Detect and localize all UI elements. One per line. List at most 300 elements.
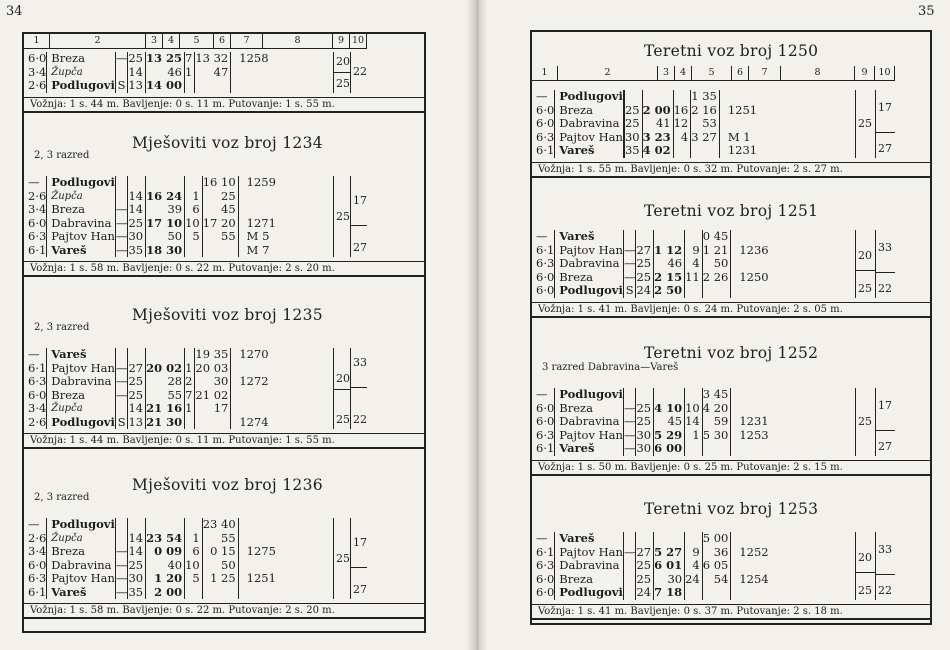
station-row <box>532 257 769 271</box>
cell-c3 <box>115 532 128 546</box>
cell-c6: 1 <box>185 362 195 376</box>
cell-c5: 14 00 <box>145 79 184 93</box>
station-row <box>24 402 269 416</box>
cell-st: Podlugovi <box>47 518 116 532</box>
column-divider <box>875 532 876 600</box>
cell-c4: 13 <box>128 416 146 430</box>
cell-c5 <box>146 348 185 362</box>
cell-c3: — <box>115 571 128 585</box>
cell-c3 <box>115 176 128 190</box>
cell-c4: 25 <box>128 389 146 403</box>
station-row <box>532 402 769 416</box>
cell-c3: — <box>623 441 636 455</box>
cell-c7 <box>702 442 731 456</box>
column-header-1: 1 <box>532 66 558 80</box>
cell-km: 6·0 <box>28 215 47 230</box>
cell-c4: 14 <box>128 203 146 217</box>
column-divider <box>855 230 856 298</box>
cell-km: 6·0 <box>536 269 555 284</box>
cell-c6 <box>185 176 203 190</box>
station-row <box>24 176 276 190</box>
rule <box>855 572 875 573</box>
cell-c7: 50 <box>202 559 238 573</box>
cell-st: Dabravina <box>555 415 624 429</box>
cell-c4 <box>636 532 654 546</box>
cell-c3 <box>623 230 636 244</box>
cell-km: 6·0 <box>536 102 555 117</box>
station-row <box>532 90 757 104</box>
cell-km: 3·4 <box>28 544 47 558</box>
cell-c8 <box>231 362 269 376</box>
cell-c7: 0 45 <box>702 230 731 244</box>
col9-value: 25 <box>858 583 872 597</box>
cell-c8 <box>731 442 769 456</box>
cell-c7: 36 <box>702 546 731 560</box>
cell-c3: — <box>115 557 128 572</box>
station-row <box>24 545 276 559</box>
cell-km: 2·6 <box>28 530 47 545</box>
cell-c4: 35 <box>624 144 642 158</box>
station-row <box>532 117 757 131</box>
cell-c4: 14 <box>128 190 146 204</box>
column-header-10: 10 <box>350 34 367 48</box>
col10-value: 22 <box>878 583 892 597</box>
cell-c6: 7 <box>185 389 195 403</box>
cell-c7: 13 32 <box>195 52 231 66</box>
cell-st: Pajtov Han <box>555 546 624 560</box>
cell-km: 6·3 <box>536 427 555 442</box>
cell-c4 <box>636 388 654 402</box>
cell-c4: 25 <box>128 52 146 66</box>
column-header-5: 5 <box>692 66 732 80</box>
timetable-rows <box>532 388 769 456</box>
column-header-7: 7 <box>749 66 781 80</box>
column-header-6: 6 <box>732 66 749 80</box>
cell-c3: S <box>115 79 128 93</box>
cell-c6 <box>185 416 195 430</box>
timetable-rows <box>24 52 269 93</box>
cell-st: Pajtov Han <box>555 429 624 443</box>
rule <box>875 430 895 431</box>
cell-c6: 4 <box>673 131 691 145</box>
cell-c4: 25 <box>128 559 146 573</box>
cell-c5: 3 23 <box>642 131 673 145</box>
cell-c6 <box>673 144 691 158</box>
cell-km: — <box>536 531 548 545</box>
station-row <box>24 362 269 376</box>
cell-km: 6·0 <box>536 400 555 415</box>
col9-value: 25 <box>336 413 350 426</box>
column-divider <box>875 388 876 456</box>
cell-c8: 1251 <box>719 104 757 118</box>
cell-c8 <box>231 389 269 403</box>
cell-c3: — <box>115 229 128 243</box>
col10-value: 22 <box>353 65 367 79</box>
column-divider <box>350 518 351 599</box>
column-divider <box>350 348 351 429</box>
train-title: Mješoviti voz broj 1234 <box>132 134 323 152</box>
column-divider <box>333 518 334 599</box>
cell-c5: 6 00 <box>654 442 685 456</box>
cell-km: 6·0 <box>28 51 47 65</box>
column-divider <box>333 176 334 257</box>
cell-c8: 1258 <box>231 52 269 66</box>
cell-c7: 47 <box>195 66 231 80</box>
cell-c6: 9 <box>685 244 703 258</box>
station-row <box>24 532 276 546</box>
cell-c3: — <box>623 427 636 442</box>
cell-c8: 1231 <box>719 144 757 158</box>
cell-c4: 14 <box>128 545 146 559</box>
cell-c4: 25 <box>636 402 654 416</box>
train-title: Mješoviti voz broj 1235 <box>132 306 323 324</box>
col10-value: 17 <box>878 398 892 412</box>
col10-value: 22 <box>878 281 892 295</box>
cell-c4: 24 <box>636 284 654 298</box>
station-row <box>532 532 769 546</box>
cell-c7: 5 30 <box>702 429 731 443</box>
rule <box>333 389 350 390</box>
cell-c8: 1270 <box>231 348 269 362</box>
cell-c4: 35 <box>128 244 146 258</box>
cell-st: Dabravina <box>47 217 116 231</box>
cell-c3: S <box>115 416 128 430</box>
cell-c5: 46 <box>145 66 184 80</box>
cell-c6: 4 <box>685 257 703 271</box>
col9-value: 25 <box>336 209 350 223</box>
cell-c5: 2 15 <box>654 271 685 285</box>
cell-st: Pajtov Han <box>47 230 116 244</box>
cell-km: — <box>28 517 40 531</box>
rule <box>350 567 367 568</box>
station-row <box>24 518 276 532</box>
cell-km: 3·4 <box>28 202 47 216</box>
column-header-4: 4 <box>675 66 692 80</box>
cell-st: Dabravina <box>555 117 624 131</box>
station-row <box>24 572 276 586</box>
cell-c3: — <box>115 242 128 257</box>
col10-value: 17 <box>353 193 367 207</box>
rule <box>350 387 367 388</box>
cell-c6 <box>685 230 703 244</box>
cell-km: 3·4 <box>28 64 47 79</box>
cell-km: 6·0 <box>28 387 47 402</box>
cell-km: — <box>536 229 548 243</box>
cell-c4: 25 <box>128 217 146 231</box>
col10-value: 33 <box>878 240 892 254</box>
cell-c5: 1 12 <box>654 244 685 258</box>
cell-st: Dabravina <box>47 559 116 573</box>
cell-c4 <box>128 348 146 362</box>
timetable-rows <box>532 532 769 600</box>
cell-c8 <box>231 402 269 416</box>
train-title: Teretni voz broj 1251 <box>644 202 819 220</box>
cell-c5: 55 <box>146 389 185 403</box>
cell-c8 <box>731 559 769 573</box>
cell-km: 6·1 <box>28 360 47 375</box>
cell-km: — <box>536 387 548 401</box>
cell-c7: 23 40 <box>202 518 238 532</box>
cell-c4 <box>624 90 642 104</box>
cell-st: Vareš <box>555 442 624 456</box>
cell-st: Pajtov Han <box>47 572 116 586</box>
cell-c5: 28 <box>146 375 185 389</box>
column-header-6: 6 <box>214 34 231 48</box>
col10-value: 17 <box>353 535 367 549</box>
cell-c6: 1 <box>185 532 203 546</box>
cell-c6: 1 <box>685 429 703 443</box>
col9-value: 20 <box>336 55 350 69</box>
cell-c4: 30 <box>636 429 654 443</box>
cell-c5: 16 24 <box>146 190 185 204</box>
station-row <box>24 217 276 231</box>
col10-value: 27 <box>878 439 892 453</box>
cell-c4: 25 <box>128 375 146 389</box>
cell-c8 <box>731 402 769 416</box>
cell-c7: 3 45 <box>702 388 731 402</box>
cell-c4: 30 <box>128 230 146 244</box>
cell-st: Župča <box>47 66 116 80</box>
column-divider <box>855 532 856 600</box>
column-header-2: 2 <box>50 34 146 48</box>
cell-c7: 1 35 <box>691 90 720 104</box>
cell-km: — <box>28 347 40 361</box>
station-row <box>24 230 276 244</box>
cell-km: 6·3 <box>28 374 47 388</box>
page-number-left: 34 <box>6 4 23 19</box>
cell-st: Župča <box>47 402 116 416</box>
cell-c4: 35 <box>128 586 146 600</box>
column-divider <box>875 90 876 158</box>
cell-st: Breza <box>555 402 624 416</box>
cell-c7 <box>202 244 238 258</box>
cell-c3: — <box>623 256 636 270</box>
book-gutter <box>466 0 488 650</box>
column-header-10: 10 <box>875 66 895 80</box>
cell-c8: 1274 <box>231 416 269 430</box>
cell-c8 <box>231 79 269 93</box>
cell-c3 <box>115 518 128 532</box>
cell-km: 6·3 <box>536 256 555 270</box>
cell-c7: 30 <box>195 375 231 389</box>
column-header-8: 8 <box>263 34 333 48</box>
cell-km: 6·1 <box>536 242 555 257</box>
cell-c7: 53 <box>691 117 720 131</box>
cell-c7: 25 <box>202 190 238 204</box>
cell-c3 <box>115 66 128 80</box>
cell-c7 <box>195 79 231 93</box>
cell-st: Župča <box>47 190 116 204</box>
column-divider <box>855 388 856 456</box>
cell-c6: 10 <box>685 402 703 416</box>
cell-c6 <box>685 532 703 546</box>
column-header-3: 3 <box>146 34 163 48</box>
cell-c7: 21 02 <box>195 389 231 403</box>
cell-km: 3·4 <box>28 401 47 415</box>
column-header <box>24 34 367 49</box>
cell-c8: M 1 <box>719 131 757 145</box>
cell-c8 <box>731 586 769 600</box>
cell-c4: 14 <box>128 402 146 416</box>
cell-c8 <box>731 284 769 298</box>
cell-st: Breza <box>47 545 116 559</box>
cell-c3 <box>623 573 636 587</box>
trip-summary: Vožnja: 1 s. 50 m. Bavljenje: 0 s. 25 m. Putovanje: 2 s. 15 m. <box>530 460 930 476</box>
cell-st: Breza <box>555 573 624 587</box>
cell-st: Vareš <box>555 230 624 244</box>
col10-value: 22 <box>353 413 367 426</box>
cell-c7: 59 <box>702 415 731 429</box>
cell-c8: M 5 <box>238 230 276 244</box>
cell-c5: 41 <box>642 117 673 131</box>
cell-c5: 6 01 <box>654 559 685 573</box>
cell-c5 <box>642 90 673 104</box>
cell-km: 2·6 <box>28 78 47 92</box>
trip-summary: Vožnja: 1 s. 44 m. Bavljenje: 0 s. 11 m. Putovanje: 1 s. 55 m. <box>22 433 426 449</box>
cell-st: Dabravina <box>47 375 116 389</box>
cell-km: — <box>28 175 40 189</box>
cell-c4: 14 <box>128 532 146 546</box>
cell-c5: 4 02 <box>642 144 673 158</box>
cell-km: 6·0 <box>536 571 555 586</box>
cell-c8: 1231 <box>731 415 769 429</box>
column-header-7: 7 <box>231 34 263 48</box>
cell-st: Breza <box>47 389 116 403</box>
cell-c3 <box>623 586 636 600</box>
cell-c6: 1 <box>185 402 195 416</box>
cell-c3 <box>115 190 128 204</box>
column-header-9: 9 <box>333 34 350 48</box>
cell-st: Breza <box>47 52 116 66</box>
station-row <box>532 388 769 402</box>
station-row <box>532 131 757 145</box>
cell-c5 <box>654 230 685 244</box>
cell-st: Vareš <box>47 348 116 362</box>
cell-st: Podlugovi <box>555 388 624 402</box>
station-row <box>24 348 269 362</box>
train-title: Teretni voz broj 1253 <box>644 500 819 518</box>
cell-km: 6·3 <box>28 229 47 243</box>
timetable-rows <box>24 348 269 429</box>
cell-st: Breza <box>555 271 624 285</box>
cell-km: 6·0 <box>536 414 555 428</box>
station-row <box>24 79 269 93</box>
station-row <box>24 559 276 573</box>
cell-c7: 6 05 <box>702 559 731 573</box>
col10-value: 27 <box>353 241 367 254</box>
cell-c3 <box>623 559 636 573</box>
cell-c4: 25 <box>624 117 642 131</box>
cell-km: 6·1 <box>536 143 555 157</box>
cell-c7 <box>691 144 720 158</box>
class-note: 2, 3 razred <box>34 150 90 161</box>
cell-c5: 0 09 <box>146 545 185 559</box>
column-header-2: 2 <box>558 66 658 80</box>
cell-st: Podlugovi <box>47 416 116 430</box>
cell-c7: 2 16 <box>691 104 720 118</box>
cell-c6: 6 <box>185 545 203 559</box>
cell-c6 <box>185 348 195 362</box>
cell-c6 <box>185 586 203 600</box>
cell-c5: 39 <box>146 203 185 217</box>
cell-c5: 21 30 <box>146 416 185 430</box>
station-row <box>24 244 276 258</box>
station-row <box>24 389 269 403</box>
cell-c8: 1236 <box>731 244 769 258</box>
cell-c3 <box>623 532 636 546</box>
cell-c6: 11 <box>685 271 703 285</box>
cell-c8 <box>238 518 276 532</box>
cell-c4: 30 <box>128 572 146 586</box>
cell-c7: 2 26 <box>702 271 731 285</box>
cell-c3: — <box>115 51 128 65</box>
col10-value: 33 <box>353 356 367 369</box>
trip-summary: Vožnja: 1 s. 41 m. Bavljenje: 0 s. 24 m. Putovanje: 2 s. 05 m. <box>530 302 930 318</box>
column-divider <box>875 230 876 298</box>
cell-km: 6·0 <box>536 283 555 297</box>
cell-c5: 30 <box>654 573 685 587</box>
cell-c7: 50 <box>702 257 731 271</box>
cell-c3: — <box>115 387 128 402</box>
cell-c8 <box>719 90 757 104</box>
cell-c6 <box>673 90 691 104</box>
cell-c8 <box>731 532 769 546</box>
cell-c6: 6 <box>185 203 203 217</box>
cell-st: Vareš <box>555 532 624 546</box>
cell-c6: 24 <box>685 573 703 587</box>
cell-c5: 45 <box>654 415 685 429</box>
cell-c6: 14 <box>685 415 703 429</box>
cell-c5: 21 16 <box>146 402 185 416</box>
cell-c7: 1 21 <box>702 244 731 258</box>
cell-c5: 50 <box>146 230 185 244</box>
col9-value: 25 <box>858 281 872 295</box>
cell-c4: 25 <box>624 104 642 118</box>
cell-c4: 27 <box>636 244 654 258</box>
cell-c5: 40 <box>146 559 185 573</box>
cell-c3: — <box>623 242 636 257</box>
station-row <box>24 190 276 204</box>
cell-c5: 5 27 <box>654 546 685 560</box>
column-header <box>532 66 895 81</box>
cell-c3: S <box>623 284 636 298</box>
cell-c6 <box>685 388 703 402</box>
cell-km: 6·1 <box>28 242 47 257</box>
cell-c3: — <box>115 202 128 216</box>
column-divider <box>350 52 351 93</box>
cell-c8 <box>238 190 276 204</box>
cell-c8 <box>238 203 276 217</box>
cell-c6 <box>185 244 203 258</box>
cell-c3: — <box>115 360 128 375</box>
cell-c4: 25 <box>636 415 654 429</box>
cell-c6: 5 <box>185 230 203 244</box>
cell-st: Župča <box>47 532 116 546</box>
cell-c3 <box>115 348 128 362</box>
cell-c8: 1252 <box>731 546 769 560</box>
col9-value: 25 <box>858 414 872 428</box>
cell-c7: 17 <box>195 402 231 416</box>
cell-c3: — <box>115 584 128 599</box>
cell-km: 6·1 <box>536 441 555 455</box>
page-number-right: 35 <box>918 4 935 19</box>
cell-c5: 46 <box>654 257 685 271</box>
cell-c8: 1251 <box>238 572 276 586</box>
cell-c3: — <box>623 269 636 284</box>
col10-value: 17 <box>878 100 892 114</box>
cell-c3: — <box>115 374 128 388</box>
cell-c8: M 7 <box>238 244 276 258</box>
